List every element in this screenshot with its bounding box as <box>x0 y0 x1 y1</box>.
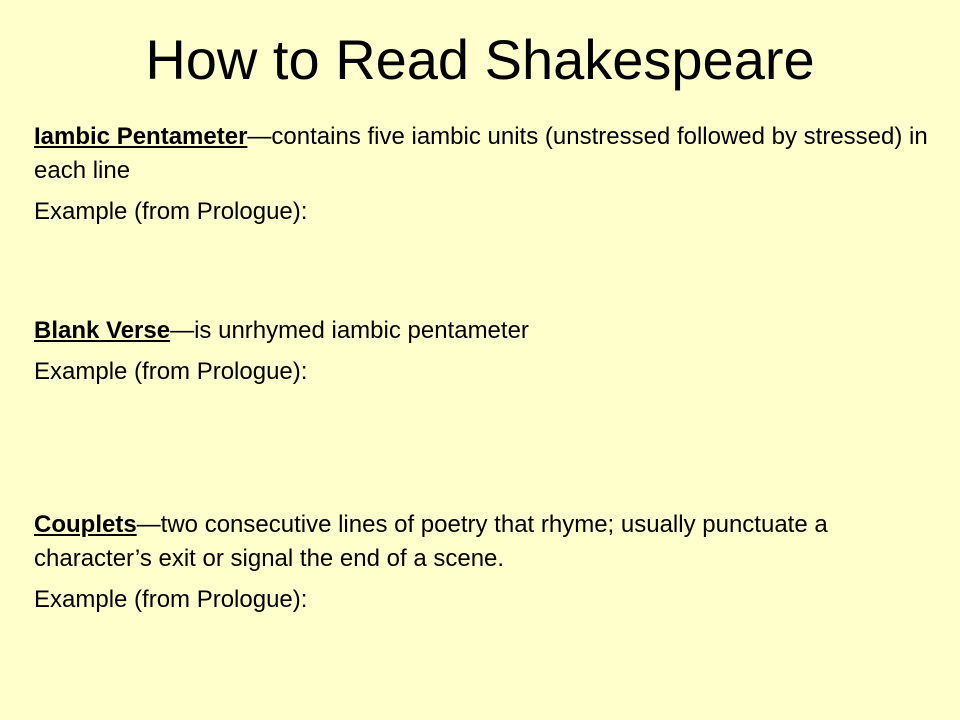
definition-text: —contains five iambic units (unstressed followed by stressed) in each line <box>34 123 928 184</box>
section-blank-verse <box>34 314 934 389</box>
definition-paragraph <box>34 508 934 576</box>
definition-text: —two consecutive lines of poetry that rhyme; usually punctuate a character’s exit or signal the end of a scene. <box>34 511 828 572</box>
slide-title: How to Read Shakespeare <box>145 28 815 91</box>
example-label: Example (from Prologue): <box>34 586 308 613</box>
definition-paragraph <box>34 314 934 348</box>
section-iambic-pentameter <box>34 120 934 229</box>
term-label: Couplets <box>34 511 137 538</box>
term-label: Iambic Pentameter <box>34 123 248 150</box>
definition-paragraph <box>34 120 934 188</box>
slide-content <box>34 120 934 617</box>
section-couplets <box>34 508 934 617</box>
definition-text: —is unrhymed iambic pentameter <box>170 317 529 344</box>
example-label: Example (from Prologue): <box>34 198 308 225</box>
example-label: Example (from Prologue): <box>34 358 308 385</box>
term-label: Blank Verse <box>34 317 171 344</box>
